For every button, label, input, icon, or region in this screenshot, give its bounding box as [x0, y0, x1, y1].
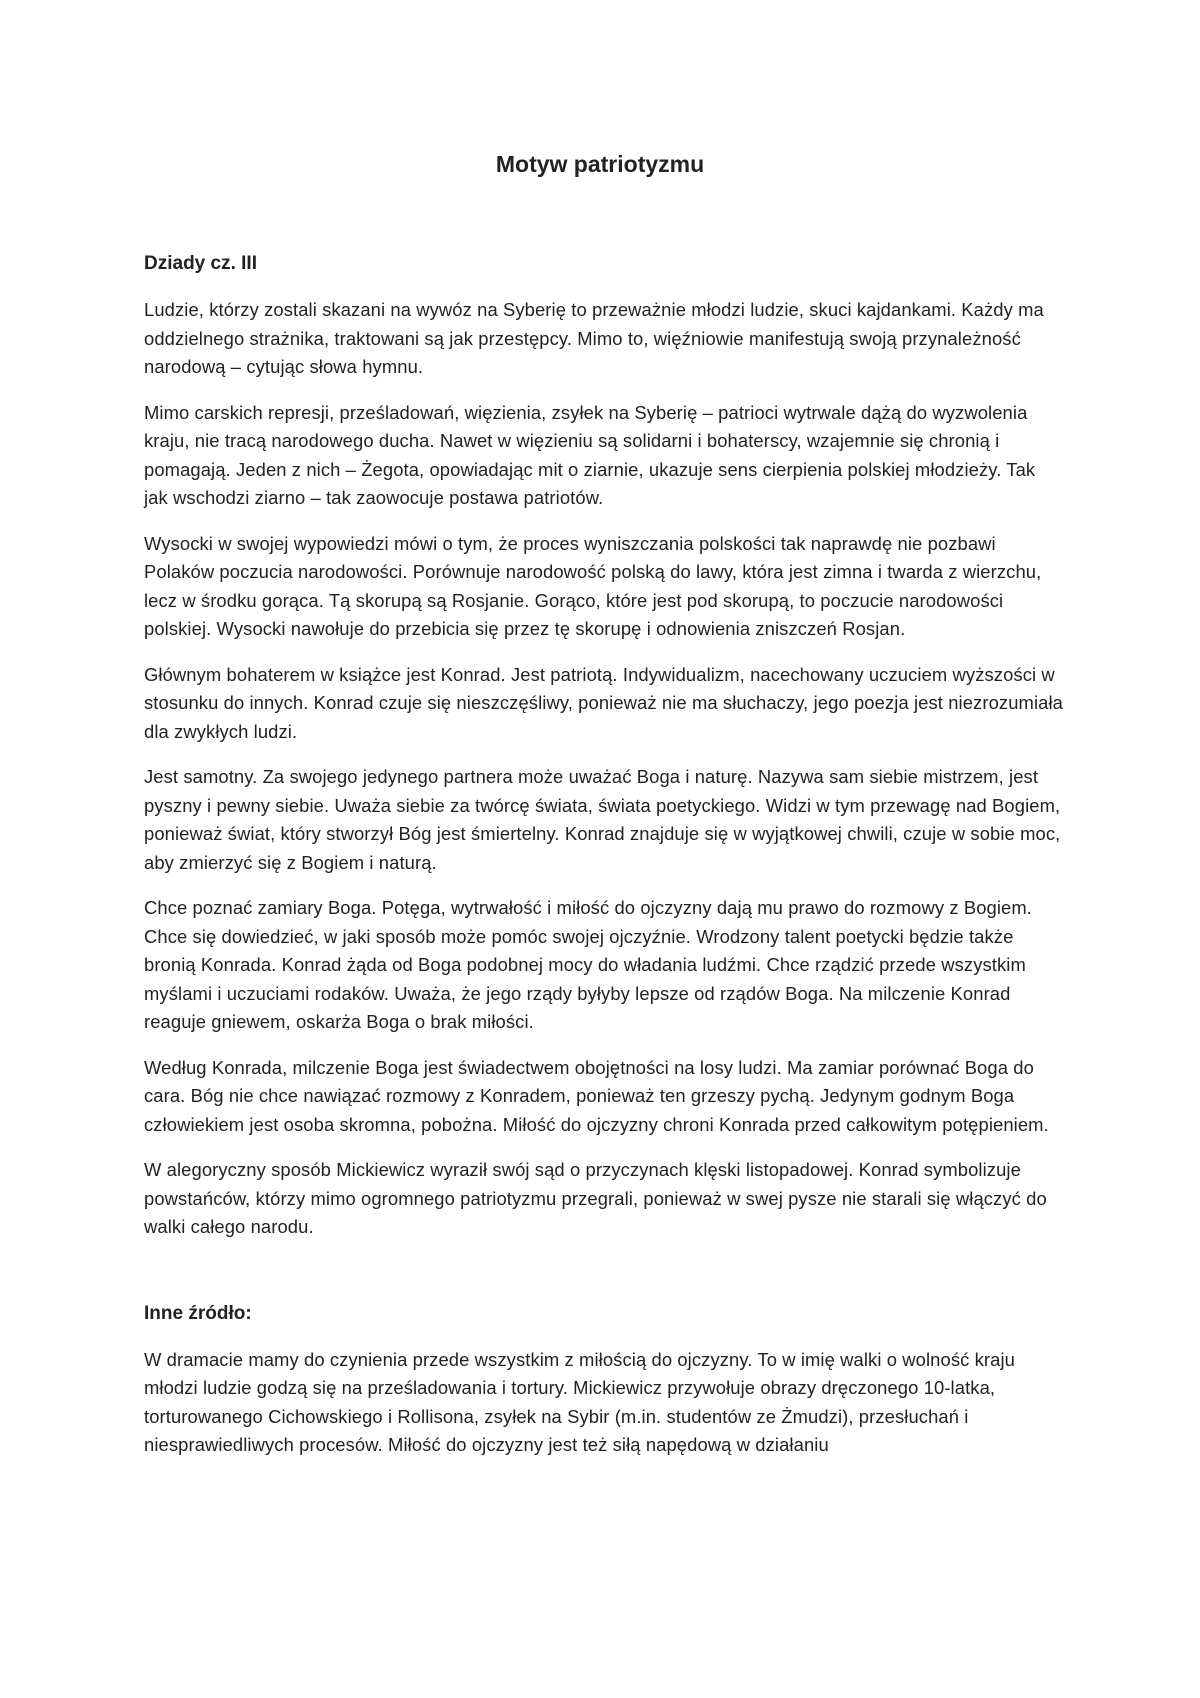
paragraph: Według Konrada, milczenie Boga jest świadectwem obojętności na losy ludzi. Ma zamiar porównać Boga do cara. Bóg nie chce nawiązać rozmowy z Konradem, ponieważ ten grzeszy pychą. Jedynym godnym Boga człowiekiem jest osoba skromna, pobożna. Miłość do ojczyzny chroni Konrada przed całkowitym potępieniem.: [144, 1056, 1049, 1135]
paragraph: W alegoryczny sposób Mickiewicz wyraził swój sąd o przyczynach klęski listopadowej. Konrad symbolizuje powstańców, którzy mimo ogromnego patriotyzmu przegrali, ponieważ w swej pysze nie starali się włączyć do walki całego narodu.: [144, 1159, 1047, 1237]
page-title: Motyw patriotyzmu: [495, 151, 705, 177]
paragraph: Ludzie, którzy zostali skazani na wywóz na Syberię to przeważnie młodzi ludzie, skuci kajdankami. Każdy ma oddzielnego strażnika, traktowani są jak przestępcy. Mimo to, więźniowie manifestują swoją przynależność narodową – cytując słowa hymnu.: [144, 299, 1044, 377]
paragraph: Mimo carskich represji, prześladowań, więzienia, zsyłek na Syberię – patrioci wytrwale dążą do wyzwolenia kraju, nie tracą narodowego ducha. Nawet w więzieniu są solidarni i bohaterscy, wzajemnie się chronią i pomagają. Jeden z nich – Żegota, opowiadając mit o ziarnie, ukazuje sens cierpienia polskiej młodzieży. Tak jak wschodzi ziarno – tak zaowocuje postawa patriotów.: [144, 401, 1036, 508]
section-inne-zrodlo: [144, 1300, 1064, 1460]
section-dziady: [144, 250, 1064, 1242]
document-body: [144, 250, 1064, 1477]
section-heading: Inne źródło:: [144, 1302, 252, 1324]
paragraph: Głównym bohaterem w książce jest Konrad. Jest patriotą. Indywidualizm, nacechowany uczuciem wyższości w stosunku do innych. Konrad czuje się nieszczęśliwy, ponieważ nie ma słuchaczy, jego poezja jest niezrozumiała dla zwykłych ludzi.: [144, 663, 1063, 742]
section-heading: Dziady cz. III: [144, 253, 257, 274]
paragraph: Chce poznać zamiary Boga. Potęga, wytrwałość i miłość do ojczyzny dają mu prawo do rozmowy z Bogiem. Chce się dowiedzieć, w jaki sposób może pomóc swojej ojczyźnie. Wrodzony talent poetycki będzie także bronią Konrada. Konrad żąda od Boga podobnej mocy do władania ludźmi. Chce rządzić przede wszystkim myślami i uczuciami rodaków. Uważa, że jego rządy byłyby lepsze od rządów Boga. Na milczenie Konrad reaguje gniewem, oskarża Boga o brak miłości.: [144, 897, 1033, 1032]
paragraph: Jest samotny. Za swojego jedynego partnera może uważać Boga i naturę. Nazywa sam siebie mistrzem, jest pyszny i pewny siebie. Uważa siebie za twórcę świata, świata poetyckiego. Widzi w tym przewagę nad Bogiem, ponieważ świat, który stworzył Bóg jest śmiertelny. Konrad znajduje się w wyjątkowej chwili, czuje w sobie moc, aby zmierzyć się z Bogiem i naturą.: [144, 766, 1061, 873]
paragraph: W dramacie mamy do czynienia przede wszystkim z miłością do ojczyzny. To w imię walki o wolność kraju młodzi ludzie godzą się na prześladowania i tortury. Mickiewicz przywołuje obrazy dręczonego 10-latka, torturowanego Cichowskiego i Rollisona, zsyłek na Sybir (m.in. studentów ze Żmudzi), przesłuchań i niesprawiedliwych procesów. Miłość do ojczyzny jest też siłą napędową w działaniu: [144, 1348, 1015, 1455]
paragraph: Wysocki w swojej wypowiedzi mówi o tym, że proces wyniszczania polskości tak naprawdę nie pozbawi Polaków poczucia narodowości. Porównuje narodowość polską do lawy, która jest zimna i twarda z wierzchu, lecz w środku gorąca. Tą skorupą są Rosjanie. Gorąco, które jest pod skorupą, to poczucie narodowości polskiej. Wysocki nawołuje do przebicia się przez tę skorupę i odnowienia zniszczeń Rosjan.: [144, 532, 1042, 639]
